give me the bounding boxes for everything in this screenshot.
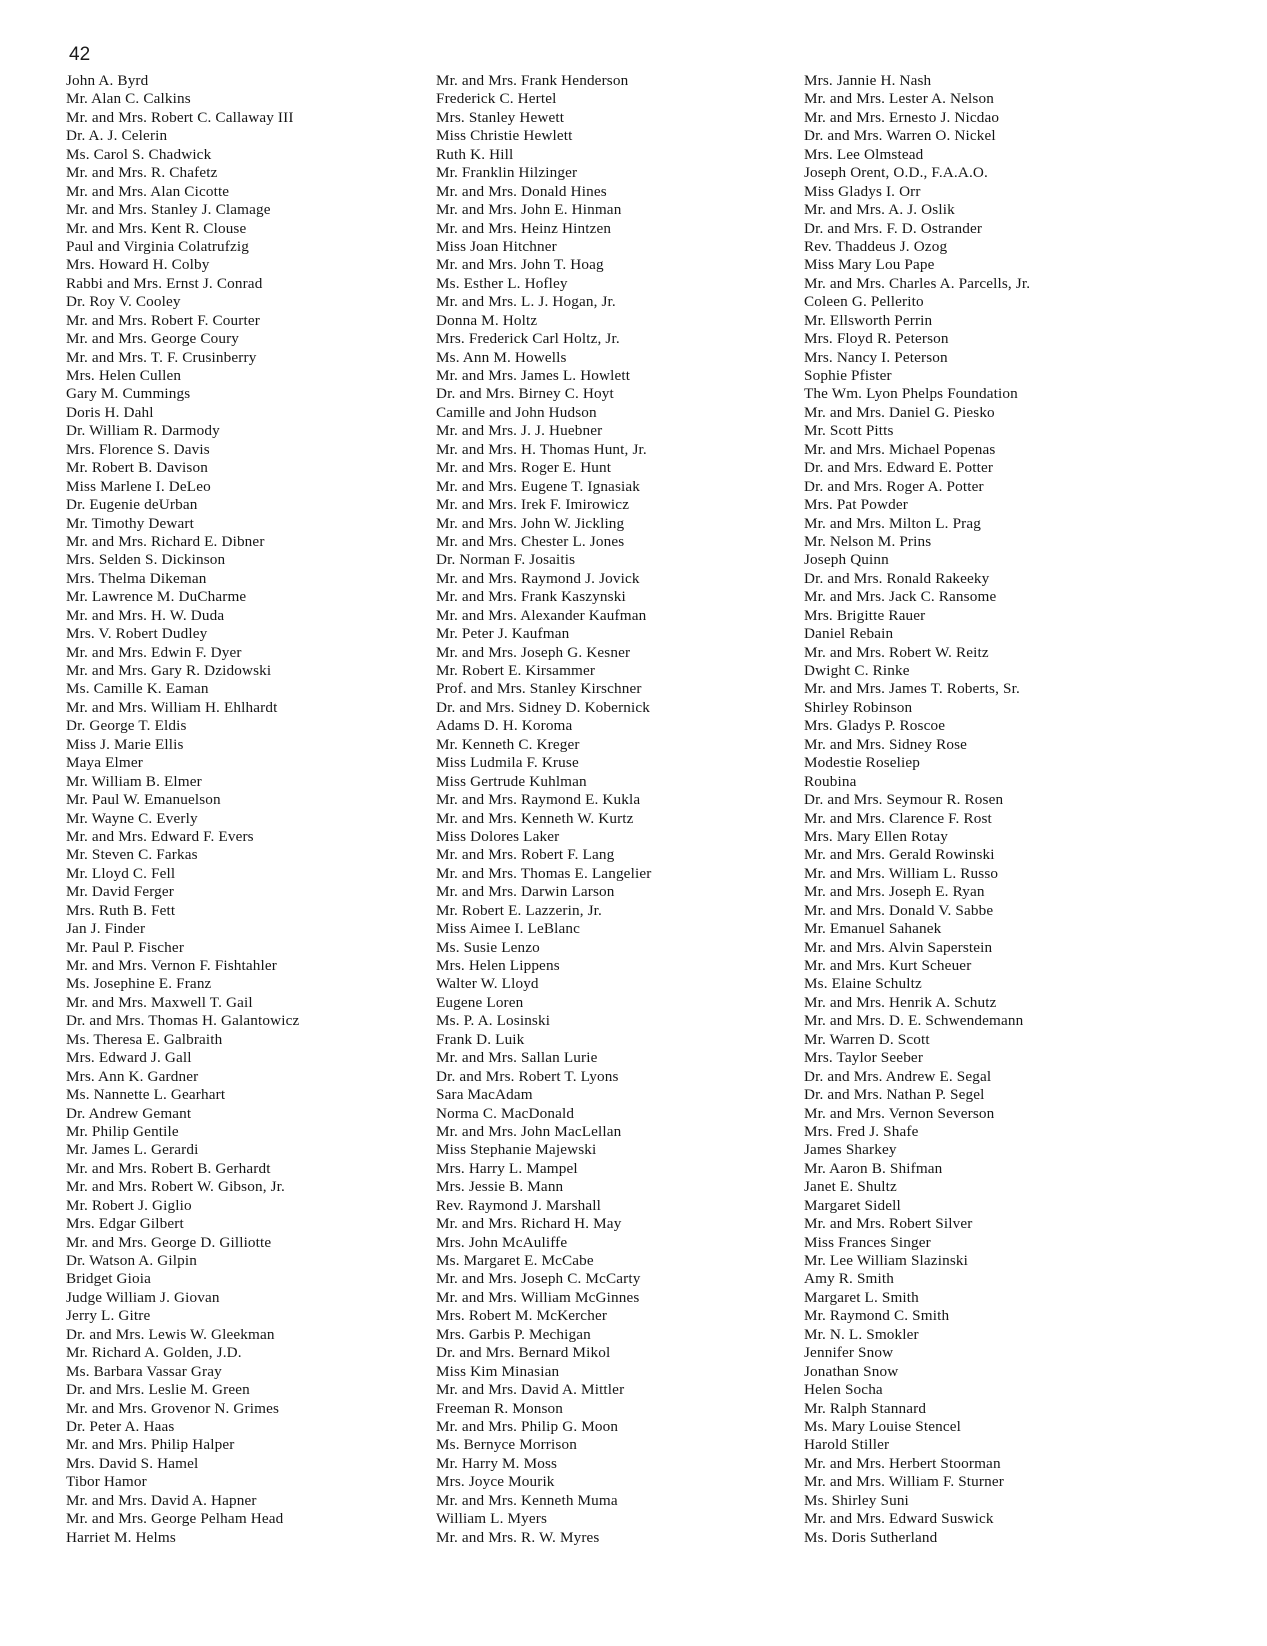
donor-name: Adams D. H. Koroma: [436, 717, 573, 735]
donor-name: Mrs. Nancy I. Peterson: [804, 348, 948, 366]
donor-name: Miss Dolores Laker: [436, 827, 560, 845]
donor-name: Mr. and Mrs. Heinz Hintzen: [436, 219, 612, 237]
donor-name: Mr. and Mrs. John E. Hinman: [436, 201, 622, 219]
donor-name: Daniel Rebain: [804, 625, 894, 643]
donor-name: Mrs. Robert M. McKercher: [436, 1307, 608, 1325]
donor-name: Ms. Nannette L. Gearhart: [66, 1086, 226, 1104]
donor-name: Prof. and Mrs. Stanley Kirschner: [436, 680, 642, 698]
donor-name: Mr. Robert E. Kirsammer: [436, 662, 596, 679]
donor-name: Mr. Robert B. Davison: [66, 459, 208, 477]
donor-name: Ms. Bernyce Morrison: [436, 1436, 577, 1454]
donor-name: Mr. and Mrs. Donald Hines: [436, 182, 607, 200]
donor-name: Mrs. Pat Powder: [804, 496, 908, 514]
donor-list-column-2: [436, 72, 651, 1547]
donor-name: Mr. Scott Pitts: [804, 422, 894, 440]
donor-name: Mr. and Mrs. Sidney Rose: [804, 735, 968, 753]
donor-name: Sara MacAdam: [436, 1086, 533, 1104]
donor-name: Mr. Emanuel Sahanek: [804, 920, 942, 938]
donor-name: Mr. and Mrs. Joseph G. Kesner: [436, 643, 631, 661]
donor-name: Dr. Watson A. Gilpin: [66, 1252, 198, 1269]
donor-name: Gary M. Cummings: [66, 385, 191, 403]
donor-name: Mr. and Mrs. John T. Hoag: [436, 256, 604, 274]
donor-name: Miss Frances Singer: [804, 1233, 931, 1251]
donor-name: Mr. and Mrs. Frank Kaszynski: [436, 588, 626, 606]
donor-name: Mr. and Mrs. Charles A. Parcells, Jr.: [804, 274, 1031, 292]
donor-name: The Wm. Lyon Phelps Foundation: [804, 385, 1018, 403]
donor-name: Maya Elmer: [66, 754, 143, 772]
donor-name: Mr. and Mrs. Robert F. Courter: [66, 311, 260, 329]
donor-name: Mr. Paul W. Emanuelson: [66, 791, 221, 809]
donor-name: Mr. and Mrs. Robert W. Gibson, Jr.: [66, 1178, 285, 1196]
donor-name: Mr. and Mrs. Roger E. Hunt: [436, 459, 612, 477]
donor-name: Mr. David Ferger: [66, 883, 174, 901]
donor-name: Mr. and Mrs. Vernon F. Fishtahler: [66, 957, 278, 974]
donor-name: Walter W. Lloyd: [436, 975, 539, 993]
donor-name: Jan J. Finder: [66, 920, 146, 938]
donor-name: Frederick C. Hertel: [436, 90, 557, 108]
donor-name: Dr. Norman F. Josaitis: [436, 551, 576, 569]
donor-name: Dr. and Mrs. Andrew E. Segal: [804, 1067, 992, 1085]
donor-name: Mrs. Thelma Dikeman: [66, 569, 207, 587]
donor-name: Mrs. Floyd R. Peterson: [804, 330, 949, 348]
donor-name: Miss J. Marie Ellis: [66, 735, 184, 753]
donor-name: Dr. and Mrs. Lewis W. Gleekman: [66, 1325, 275, 1343]
donor-list-column-1: [66, 72, 299, 1547]
donor-name: Mrs. Jessie B. Mann: [436, 1178, 564, 1196]
donor-name: Paul and Virginia Colatrufzig: [66, 237, 249, 255]
donor-name: Mr. and Mrs. Robert C. Callaway III: [66, 108, 294, 126]
donor-name: Ruth K. Hill: [436, 145, 514, 163]
donor-name: Mr. and Mrs. Jack C. Ransome: [804, 588, 997, 606]
donor-name: Mr. Steven C. Farkas: [66, 846, 198, 864]
donor-name: Shirley Robinson: [804, 698, 913, 716]
donor-name: Mr. Ralph Stannard: [804, 1399, 927, 1417]
donor-name: Mrs. Ann K. Gardner: [66, 1067, 199, 1085]
donor-name: Mr. and Mrs. Robert F. Lang: [436, 846, 615, 864]
donor-name: Mr. and Mrs. Philip Halper: [66, 1436, 235, 1454]
donor-name: Mrs. Edgar Gilbert: [66, 1215, 184, 1233]
donor-name: Mr. and Mrs. Edwin F. Dyer: [66, 643, 242, 661]
donor-name: Dwight C. Rinke: [804, 662, 910, 679]
donor-name: Norma C. MacDonald: [436, 1104, 575, 1122]
donor-name: Mr. and Mrs. Clarence F. Rost: [804, 809, 992, 827]
donor-name: Mrs. Brigitte Rauer: [804, 606, 926, 624]
donor-list-column-3: [804, 72, 1030, 1547]
donor-name: Mrs. Florence S. Davis: [66, 440, 210, 458]
donor-name: Mr. and Mrs. David A. Mittler: [436, 1381, 625, 1399]
page-number: 42: [69, 44, 91, 65]
donor-name: Dr. and Mrs. Sidney D. Kobernick: [436, 698, 651, 716]
donor-name: Mr. and Mrs. William H. Ehlhardt: [66, 698, 278, 716]
donor-name: Mr. Richard A. Golden, J.D.: [66, 1344, 242, 1362]
donor-name: Dr. and Mrs. Leslie M. Green: [66, 1381, 250, 1399]
donor-name: Mr. Philip Gentile: [66, 1122, 179, 1140]
donor-name: Mr. and Mrs. Frank Henderson: [436, 72, 629, 89]
donor-name: Mr. Paul P. Fischer: [66, 938, 185, 956]
donor-name: Mr. Kenneth C. Kreger: [436, 735, 580, 753]
donor-name: Mr. and Mrs. James L. Howlett: [436, 367, 631, 384]
donor-name: Mr. and Mrs. Henrik A. Schutz: [804, 993, 997, 1011]
donor-name: Mr. and Mrs. Daniel G. Piesko: [804, 403, 995, 421]
donor-name: Mr. and Mrs. L. J. Hogan, Jr.: [436, 293, 616, 311]
donor-name: Mr. and Mrs. Kenneth Muma: [436, 1491, 618, 1509]
donor-name: Ms. P. A. Losinski: [436, 1012, 551, 1030]
donor-name: Mr. and Mrs. John W. Jickling: [436, 514, 625, 532]
donor-name: Mr. and Mrs. Joseph C. McCarty: [436, 1270, 641, 1288]
donor-name: Mr. Franklin Hilzinger: [436, 164, 578, 182]
donor-name: James Sharkey: [804, 1141, 897, 1159]
donor-name: Dr. and Mrs. Warren O. Nickel: [804, 127, 996, 145]
donor-name: Mr. and Mrs. A. J. Oslik: [804, 201, 955, 219]
donor-name: Mr. and Mrs. Alvin Saperstein: [804, 938, 993, 956]
donor-name: Ms. Camille K. Eaman: [66, 680, 209, 698]
donor-name: Mr. and Mrs. Philip G. Moon: [436, 1417, 619, 1435]
donor-name: Mr. and Mrs. William McGinnes: [436, 1288, 640, 1306]
donor-name: Mr. and Mrs. Irek F. Imirowicz: [436, 496, 630, 514]
donor-name: Mr. and Mrs. Richard E. Dibner: [66, 532, 265, 550]
donor-name: Mr. and Mrs. Robert B. Gerhardt: [66, 1159, 271, 1177]
donor-name: Ms. Theresa E. Galbraith: [66, 1030, 223, 1048]
donor-name: Mr. Robert E. Lazzerin, Jr.: [436, 901, 603, 919]
donor-name: Ms. Carol S. Chadwick: [66, 145, 212, 163]
donor-name: Mr. and Mrs. Lester A. Nelson: [804, 90, 994, 108]
donor-name: Mr. and Mrs. Herbert Stoorman: [804, 1454, 1001, 1472]
donor-name: Ms. Margaret E. McCabe: [436, 1252, 594, 1269]
donor-name: Mr. Alan C. Calkins: [66, 90, 191, 108]
donor-name: Mr. and Mrs. Michael Popenas: [804, 440, 996, 458]
donor-name: Mr. and Mrs. Joseph E. Ryan: [804, 883, 985, 901]
donor-name: Mrs. Harry L. Mampel: [436, 1159, 578, 1177]
donor-name: Rev. Raymond J. Marshall: [436, 1196, 602, 1214]
donor-name: Eugene Loren: [436, 993, 524, 1011]
donor-name: Miss Gladys I. Orr: [804, 182, 921, 200]
donor-name: Mr. and Mrs. Richard H. May: [436, 1215, 622, 1233]
donor-name: Mr. and Mrs. Gerald Rowinski: [804, 846, 995, 864]
donor-name: Camille and John Hudson: [436, 403, 597, 421]
donor-name: William L. Myers: [436, 1510, 548, 1528]
donor-name: Mrs. Frederick Carl Holtz, Jr.: [436, 330, 620, 348]
donor-name: Mr. Robert J. Giglio: [66, 1196, 192, 1214]
donor-name: Dr. and Mrs. Robert T. Lyons: [436, 1067, 619, 1085]
donor-name: Mr. Nelson M. Prins: [804, 532, 932, 550]
donor-name: Mr. and Mrs. George Pelham Head: [66, 1510, 284, 1528]
donor-name: Donna M. Holtz: [436, 311, 538, 329]
donor-name: Mr. and Mrs. Raymond J. Jovick: [436, 569, 640, 587]
donor-name: Mr. and Mrs. William L. Russo: [804, 864, 999, 882]
donor-name: Mrs. David S. Hamel: [66, 1454, 199, 1472]
donor-name: Jerry L. Gitre: [66, 1307, 151, 1325]
donor-name: Mrs. Edward J. Gall: [66, 1049, 192, 1067]
donor-name: Ms. Ann M. Howells: [436, 348, 567, 366]
donor-name: Miss Ludmila F. Kruse: [436, 754, 579, 772]
donor-name: Mrs. Helen Cullen: [66, 367, 182, 384]
donor-name: Mr. and Mrs. George Coury: [66, 330, 240, 348]
donor-name: Mr. and Mrs. T. F. Crusinberry: [66, 348, 257, 366]
donor-name: Ms. Josephine E. Franz: [66, 975, 212, 993]
donor-name: Ms. Elaine Schultz: [804, 975, 922, 993]
donor-name: Mr. and Mrs. James T. Roberts, Sr.: [804, 680, 1020, 698]
donor-name: Mrs. Jannie H. Nash: [804, 72, 932, 89]
donor-name: Mr. and Mrs. Alexander Kaufman: [436, 606, 647, 624]
donor-name: Mr. Warren D. Scott: [804, 1030, 930, 1048]
donor-name: Mrs. John McAuliffe: [436, 1233, 568, 1251]
donor-name: Miss Stephanie Majewski: [436, 1141, 597, 1159]
donor-name: Dr. Eugenie deUrban: [66, 496, 198, 514]
donor-name: Frank D. Luik: [436, 1030, 525, 1048]
donor-name: Judge William J. Giovan: [66, 1288, 220, 1306]
donor-name: Amy R. Smith: [804, 1270, 894, 1288]
donor-name: Mr. and Mrs. Kent R. Clouse: [66, 219, 247, 237]
donor-name: Dr. and Mrs. Seymour R. Rosen: [804, 791, 1004, 809]
donor-name: Rabbi and Mrs. Ernst J. Conrad: [66, 274, 263, 292]
donor-name: Mr. Wayne C. Everly: [66, 809, 198, 827]
donor-name: Helen Socha: [804, 1381, 883, 1399]
donor-name: Mrs. Lee Olmstead: [804, 145, 924, 163]
donor-name: Mr. and Mrs. J. J. Huebner: [436, 422, 603, 440]
donor-name: Miss Kim Minasian: [436, 1362, 560, 1380]
donor-name: Roubina: [804, 772, 857, 790]
donor-name: Mr. and Mrs. Donald V. Sabbe: [804, 901, 994, 919]
donor-name: John A. Byrd: [66, 72, 149, 89]
donor-name: Mr. and Mrs. David A. Hapner: [66, 1491, 257, 1509]
donor-name: Mr. Harry M. Moss: [436, 1454, 558, 1472]
donor-name: Ms. Barbara Vassar Gray: [66, 1362, 222, 1380]
donor-name: Mr. and Mrs. John MacLellan: [436, 1122, 622, 1140]
donor-name: Mr. and Mrs. Edward F. Evers: [66, 827, 254, 845]
donor-name: Mr. and Mrs. Edward Suswick: [804, 1510, 994, 1528]
donor-name: Mr. and Mrs. Kurt Scheuer: [804, 957, 972, 974]
donor-name: Mr. Timothy Dewart: [66, 514, 195, 532]
donor-name: Mr. and Mrs. Raymond E. Kukla: [436, 791, 641, 809]
donor-name: Mr. and Mrs. Milton L. Prag: [804, 514, 982, 532]
donor-name: Mrs. Fred J. Shafe: [804, 1122, 919, 1140]
donor-name: Mrs. Mary Ellen Rotay: [804, 827, 949, 845]
donor-name: Mr. and Mrs. Kenneth W. Kurtz: [436, 809, 634, 827]
donor-name: Mr. and Mrs. Alan Cicotte: [66, 182, 230, 200]
donor-name: Mr. N. L. Smokler: [804, 1325, 919, 1343]
donor-name: Freeman R. Monson: [436, 1399, 563, 1417]
donor-name: Mr. Ellsworth Perrin: [804, 311, 933, 329]
donor-name: Miss Joan Hitchner: [436, 237, 557, 255]
donor-name: Mrs. Stanley Hewett: [436, 108, 565, 126]
donor-name: Miss Christie Hewlett: [436, 127, 573, 145]
donor-name: Mr. and Mrs. George D. Gilliotte: [66, 1233, 272, 1251]
donor-name: Mr. and Mrs. Chester L. Jones: [436, 532, 625, 550]
donor-name: Mr. and Mrs. Vernon Severson: [804, 1104, 995, 1122]
donor-name: Mr. and Mrs. Grovenor N. Grimes: [66, 1399, 280, 1417]
donor-name: Dr. Andrew Gemant: [66, 1104, 192, 1122]
donor-name: Mr. and Mrs. Sallan Lurie: [436, 1049, 598, 1067]
donor-name: Mrs. Howard H. Colby: [66, 256, 210, 274]
donor-name: Ms. Esther L. Hofley: [436, 274, 568, 292]
donor-name: Dr. and Mrs. Bernard Mikol: [436, 1344, 611, 1362]
donor-name: Dr. William R. Darmody: [66, 422, 220, 440]
donor-name: Ms. Doris Sutherland: [804, 1528, 938, 1546]
donor-name: Mr. and Mrs. Eugene T. Ignasiak: [436, 477, 641, 495]
donor-name: Dr. and Mrs. Ronald Rakeeky: [804, 569, 990, 587]
donor-name: Dr. Roy V. Cooley: [66, 293, 181, 311]
donor-name: Margaret Sidell: [804, 1196, 901, 1214]
donor-name: Mrs. Selden S. Dickinson: [66, 551, 226, 569]
donor-name: Mr. Raymond C. Smith: [804, 1307, 950, 1325]
donor-name: Dr. and Mrs. F. D. Ostrander: [804, 219, 983, 237]
donor-name: Miss Gertrude Kuhlman: [436, 772, 587, 790]
donor-name: Mr. and Mrs. Maxwell T. Gail: [66, 993, 253, 1011]
donor-name: Margaret L. Smith: [804, 1288, 919, 1306]
donor-name: Mrs. Garbis P. Mechigan: [436, 1325, 591, 1343]
donor-name: Mr. and Mrs. Stanley J. Clamage: [66, 201, 271, 219]
donor-name: Mr. and Mrs. Robert Silver: [804, 1215, 973, 1233]
donor-name: Mr. and Mrs. R. W. Myres: [436, 1528, 600, 1546]
donor-name: Miss Mary Lou Pape: [804, 256, 935, 274]
donor-name: Mr. and Mrs. R. Chafetz: [66, 164, 218, 182]
donor-name: Mrs. Gladys P. Roscoe: [804, 717, 946, 735]
donor-name: Miss Marlene I. DeLeo: [66, 477, 211, 495]
donor-name: Janet E. Shultz: [804, 1178, 897, 1196]
donor-name: Mr. and Mrs. Robert W. Reitz: [804, 643, 989, 661]
donor-name: Joseph Orent, O.D., F.A.A.O.: [804, 164, 988, 182]
donor-name: Ms. Mary Louise Stencel: [804, 1417, 961, 1435]
donor-name: Miss Aimee I. LeBlanc: [436, 920, 581, 938]
donor-name: Mr. Peter J. Kaufman: [436, 625, 570, 643]
donor-name: Mr. and Mrs. H. Thomas Hunt, Jr.: [436, 440, 647, 458]
donor-name: Dr. Peter A. Haas: [66, 1417, 175, 1435]
donor-name: Dr. and Mrs. Thomas H. Galantowicz: [66, 1012, 300, 1030]
donor-name: Harriet M. Helms: [66, 1528, 176, 1546]
donor-name: Mr. Lee William Slazinski: [804, 1252, 968, 1269]
donor-name: Joseph Quinn: [804, 551, 889, 569]
donor-name: Mr. and Mrs. D. E. Schwendemann: [804, 1012, 1024, 1030]
donor-name: Ms. Susie Lenzo: [436, 938, 540, 956]
donor-name: Mr. and Mrs. Thomas E. Langelier: [436, 864, 652, 882]
donor-name: Dr. George T. Eldis: [66, 717, 187, 735]
donor-name: Mr. and Mrs. Gary R. Dzidowski: [66, 662, 272, 679]
donor-name: Mrs. Taylor Seeber: [804, 1049, 924, 1067]
donor-name: Mr. Aaron B. Shifman: [804, 1159, 943, 1177]
donor-name: Mr. Lawrence M. DuCharme: [66, 588, 247, 606]
donor-name: Mr. Lloyd C. Fell: [66, 864, 176, 882]
donor-name: Jonathan Snow: [804, 1362, 899, 1380]
donor-name: Mr. James L. Gerardi: [66, 1141, 199, 1159]
donor-name: Dr. and Mrs. Roger A. Potter: [804, 477, 984, 495]
donor-name: Modestie Roseliep: [804, 754, 921, 772]
donor-name: Dr. A. J. Celerin: [66, 127, 168, 145]
donor-name: Mrs. Joyce Mourik: [436, 1473, 555, 1491]
donor-name: Bridget Gioia: [66, 1270, 152, 1288]
donor-name: Doris H. Dahl: [66, 403, 154, 421]
donor-name: Mr. William B. Elmer: [66, 772, 202, 790]
donor-name: Mr. and Mrs. William F. Sturner: [804, 1473, 1004, 1491]
donor-name: Sophie Pfister: [804, 367, 892, 384]
donor-name: Coleen G. Pellerito: [804, 293, 924, 311]
donor-name: Mr. and Mrs. Ernesto J. Nicdao: [804, 108, 1000, 126]
donor-name: Mr. and Mrs. Darwin Larson: [436, 883, 615, 901]
donor-name: Ms. Shirley Suni: [804, 1491, 909, 1509]
donor-name: Mr. and Mrs. H. W. Duda: [66, 606, 225, 624]
donor-name: Tibor Hamor: [66, 1473, 147, 1491]
donor-name: Mrs. V. Robert Dudley: [66, 625, 208, 643]
donor-name: Jennifer Snow: [804, 1344, 894, 1362]
donor-name: Mrs. Helen Lippens: [436, 957, 560, 974]
donor-name: Dr. and Mrs. Edward E. Potter: [804, 459, 994, 477]
donor-name: Rev. Thaddeus J. Ozog: [804, 237, 948, 255]
donor-name: Dr. and Mrs. Nathan P. Segel: [804, 1086, 985, 1104]
donor-name: Mrs. Ruth B. Fett: [66, 901, 176, 919]
donor-name: Harold Stiller: [804, 1436, 890, 1454]
donor-name: Dr. and Mrs. Birney C. Hoyt: [436, 385, 614, 403]
